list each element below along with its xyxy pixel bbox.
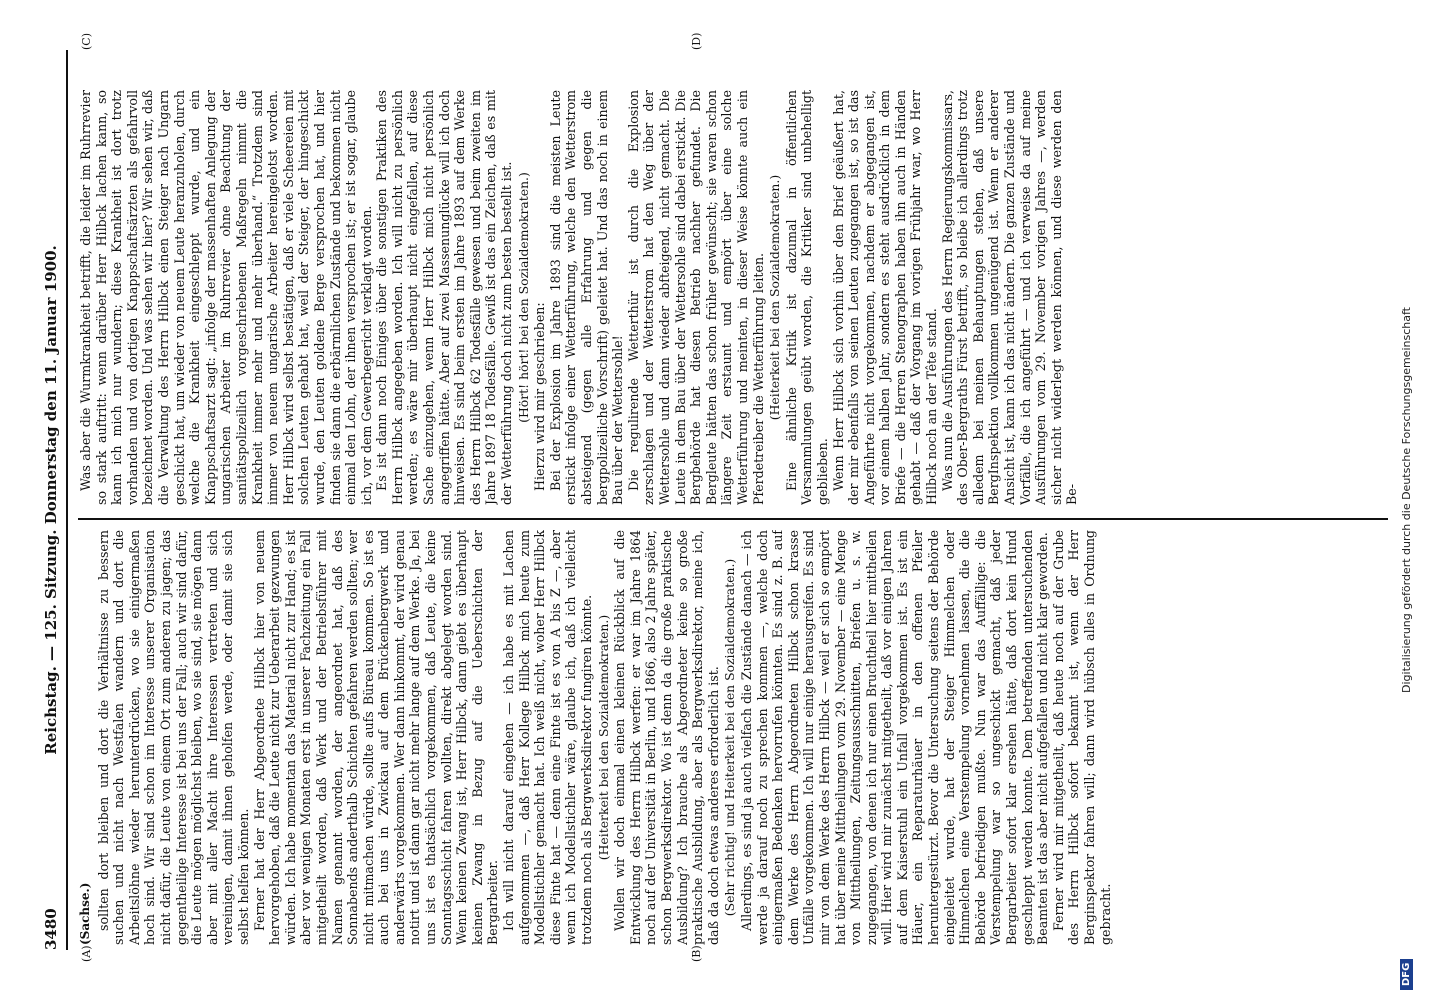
dfg-logo: DFG bbox=[1400, 959, 1413, 990]
lead-in: Hierzu wird mir geschrieben: bbox=[532, 302, 548, 491]
page-title: Reichstag. — 125. Sitzung. Donnerstag den 11. Januar 1900. bbox=[42, 245, 60, 755]
margin-label-c: (C) bbox=[80, 33, 93, 50]
paragraph: Allerdings, es sind ja auch vielfach die Zustände danach — ich werde ja darauf noch zu sprechen kommen —, welche doch einigermaßen Bedenken hervorrufen könnten. Es sind z. B. auf dem Werke des Herrn Abgeordneten Hilbck schon krasse Unfälle vorgekommen. Ich will nur einige herausgreifen. Es sind mir von dem Werke des Herrn Hilbck — weil er sich so empört hat über meine Mittheilungen vom 29. November — eine Menge von Mittheilungen, Zeitungsausschnitten, Briefen u. s. w. zugegangen, von denen ich nur einen Bruchtheil hier mittheilen will. Hier wird mir zunächst mitgetheilt, daß vor einigen Jahren auf dem Kaiserstuhl ein Unfall vorgekommen ist. Es ist ein Häuer, ein Reparaturhäuer in den offenen Pfeiler heruntergestürzt. Bevor die Untersuchung seitens der Behörde eingeleitet wurde, hat der Steiger Himmelchen oder Hinmelchen eine Verstempelung vornehmen lassen, die die Behörde befriedigen mußte. Nun war das Auffällige: die Verstempelung war so ungeschickt gemacht, daß jeder Bergarbeiter sofort klar ersehen hätte, daß dort kein Hund geschleppt werden konnte. Dem betreffenden untersuchenden Beamten ist das aber nicht aufgefallen und nicht klar geworden. bbox=[738, 530, 1051, 945]
margin-label-d: (D) bbox=[690, 32, 703, 50]
column-divider bbox=[78, 518, 1388, 520]
paragraph: Was nun die Ausführungen des Herrn Regierungskommissars, des Ober-Bergraths Fürst betrifft, so bleibe ich allerdings trotz alledem bei meinen Behauptungen stehen, daß unsere BergInspektion vollkommen ungenügend ist. Wenn er anderer Ansicht ist, kann ich das nicht ändern. Die ganzen Zustände und Vorfälle, die ich angeführt — und ich verweise da auf meine Ausführungen vom 29. November vorigen Jahres —, werden sicher nicht widerlegt werden können, und diese werden den Be- bbox=[939, 90, 1080, 505]
reaction-note: (Heiterkeit bei den Sozialdemokraten.) bbox=[595, 614, 611, 861]
paragraph: Wollen wir doch einmal einen kleinen Rückblick auf die Entwicklung des Herrn Hilbck werfen: er war im Jahre 1864 noch auf der Universität in Berlin, und 1866, also 2 Jahre später, schon Bergwerksdirektor. Wo ist denn da die große praktische Ausbildung? Ich brauche als Abgeordneter keine so große praktische Ausbildung, aber als Bergwerksdirektor, meine ich, daß da doch etwas anderes erforderlich ist. bbox=[612, 530, 721, 945]
page-number: 3480 bbox=[42, 908, 60, 950]
paragraph: Ferner wird mir mitgetheilt, daß heute noch auf der Grube des Herrn Hilbck sofort bekannt ist, wenn der Herr Berginspektor fahren will; dann wird hübsch alles in Ordnung gebracht. bbox=[1050, 530, 1113, 945]
reaction-note: (Heiterkeit bei den Sozialdemokraten.) bbox=[767, 174, 783, 421]
reaction-note: (Sehr richtig! und Heiterkeit bei den Sozialdemokraten.) bbox=[722, 558, 738, 917]
paragraph: Was aber die Wurmkrankheit betrifft, die leider im Ruhrrevier so stark auftritt: wenn darüber Herr Hilbck lachen kann, so kann ich mich nur wundern; diese Krankheit ist dort trotz vorhanden und von dortigen Knappschaftsärzten als gefahrvoll bezeichnet worden. Und was sehen wir hier? Wir sehen wir, daß die Verwaltung des Herrn Hilbck einen Steiger nach Ungarn geschickt hat, um wieder von neuem Leute heranzuholen, durch welche die Krankheit eingeschleppt wurde, und ein Knappschaftsarzt sagt: „infolge der massenhaften Anlegung der ungarischen Arbeiter im Ruhrrevier ohne Beachtung der sanitätspolizeilich vorgeschriebenen Maßregeln nimmt die Krankheit immer mehr und mehr überhand.“ Trotzdem sind immer von neuem ungarische Arbeiter hereingelotst worden. Herr Hilbck wird selbst bestätigen, daß er viele Scheereien mit solchen Leuten gehabt hat, weil der Steiger, der hingeschickt wurde, den Leuten goldene Berge versprochen hat, und hier finden sie dann die erbärmlichen Zustände und bekommen nicht einmal den Lohn, der ihnen versprochen ist; er ist sogar, glaube ich, vor dem Gewerbegericht verklagt worden. bbox=[78, 90, 374, 505]
quoted-paragraph: Die regulirende Wetterthür ist durch die Explosion zerschlagen und der Wetterstrom hat den Weg über der Wettersohle und dann wieder abfteigend, nicht gemacht. Die Leute in dem Bau über der Wettersohle sind dabei erstickt. Die Bergbehörde hat diesen Betrieb nachher gefundet. Die Bergleute hätten das schon früher gewünscht; sie waren schon längere Zeit erstaunt und empört über eine solche Wetterführung und meinten, in dieser Weise könnte auch ein Pferdetreiber die Wetterführung leiten. bbox=[625, 90, 766, 505]
right-column bbox=[78, 90, 1388, 505]
page-header bbox=[42, 50, 68, 950]
quoted-paragraph: Bei der Explosion im Jahre 1893 sind die meisten Leute erstickt infolge einer Wetterführung, welche den Wetterstrom absteigend (gegen alle Erfahrung und gegen die bergpolizeiliche Vorschrift) geleitet hat. Und das noch in einem Bau über der Wettersohle! bbox=[547, 90, 626, 505]
header-rule bbox=[66, 50, 68, 950]
speaker-mark: (Sachse.) bbox=[78, 882, 92, 945]
paragraph: Ferner hat der Herr Abgeordnete Hilbck hier von neuem hervorgehoben, daß die Leute nicht zur Ueberarbeit gezwungen würden. Ich habe momentan das Material nicht zur Hand; es ist aber vor wenigen Monaten erst in unserer Fachzeitung ein Fall mitgetheilt worden, daß Werk und der Betriebsführer mit Namen genannt worden, der angeordnet hat, daß des Sonnabends anderthalb Schichten gefahren werden sollten; wer nicht mitmachen würde, sollte aufs Büreau kommen. So ist es auch bei uns in Zwickau auf dem Brückenbergwerk und anderwärts vorgekommen. Wer dann hinkommt, der wird genau notirt und ist dann gar nicht mehr lange auf dem Werke. Ja, bei uns ist es thatsächlich vorgekommen, daß Leute, die keine Sonntagsschicht fahren wollten, direkt abgelegt worden sind. Wenn keinen Zwang ist, Herr Hilbck, dann giebt es überhaupt keinen Zwang in Bezug auf die Ueberschichten der Bergarbeiter. bbox=[251, 530, 501, 945]
margin-label-b: (B) bbox=[690, 945, 703, 962]
reaction-note: (Hört! hört! bei den Sozialdemokraten.) bbox=[515, 172, 531, 423]
margin-label-a: (A) bbox=[80, 945, 93, 962]
paragraph: Eine ähnliche Kritik ist dazumal in öffentlichen Versammlungen geübt worden, die Kritiker sind unbehelligt geblieben. bbox=[783, 90, 830, 505]
paragraph: sollten dort bleiben und dort die Verhältnisse zu bessern suchen und nicht nach Westfalen wandern und dort die Arbeitslöhne wieder herunterdrücken, wo sie einigermaßen hoch sind. Wir sind schon im Interesse unserer Organisation nicht dafür, die Leute von einem Ort zum anderen zu jagen; das gegentheilige Interesse ist bei uns der Fall; auch wir sind dafür, die Leute mögen möglichst bleiben, wo sie sind, sie mögen dann aber mit aller Macht ihre Interessen vertreten und sich vereinigen, damit ihnen geholfen werde, oder damit sie sich selbst helfen können. bbox=[95, 530, 251, 945]
paragraph: Ich will nicht darauf eingehen — ich habe es mit Lachen aufgenommen —, daß Herr Kollege Hilbck mich heute zum Modellstichler gemacht hat. Ich weiß nicht, woher Herr Hilbck diese Finte hat — denn eine Finte ist es von A bis Z —, aber wenn ich Modellstichler wäre, glaube ich, daß ich vielleicht trotzdem noch als Bergwerksdirektor fungiren könnte. bbox=[501, 530, 594, 945]
paragraph: Wenn Herr Hilbck sich vorhin über den Brief geäußert hat, der mir ebenfalls von seinen Leuten zugegangen ist, so ist das Angeführte nicht vorgekommen, nachdem er abgegangen ist, vor einem halben Jahr, sondern es steht ausdrücklich in dem Briefe — die Herren Stenographen haben ihn auch in Händen gehabt — daß der Vorgang im vorigen Frühjahr war, wo Herr Hilbck noch an der Tête stand. bbox=[830, 90, 940, 505]
left-column bbox=[78, 530, 1388, 945]
digitization-credit: Digitalisierung gefördert durch die Deutsche Forschungsgemeinschaft bbox=[1400, 307, 1413, 693]
paragraph: Es ist dann noch Einiges über die sonstigen Praktiken des Herrn Hilbck angegeben worden. Ich will nicht zu persönlich werden; es wäre mir überhaupt nicht eingefallen, auf diese Sache einzugehen, wenn Herr Hilbck mich nicht persönlich angegriffen hätte. Aber auf zwei Massenunglücke will ich doch hinweisen. Es sind beim ersten im Jahre 1893 auf dem Werke des Herrn Hilbck 62 Todesfälle gewesen und beim zweiten im Jahre 1897 18 Todesfälle. Gewiß ist das ein Zeichen, daß es mit der Wetterführung doch nicht zum besten bestellt ist. bbox=[374, 90, 515, 505]
